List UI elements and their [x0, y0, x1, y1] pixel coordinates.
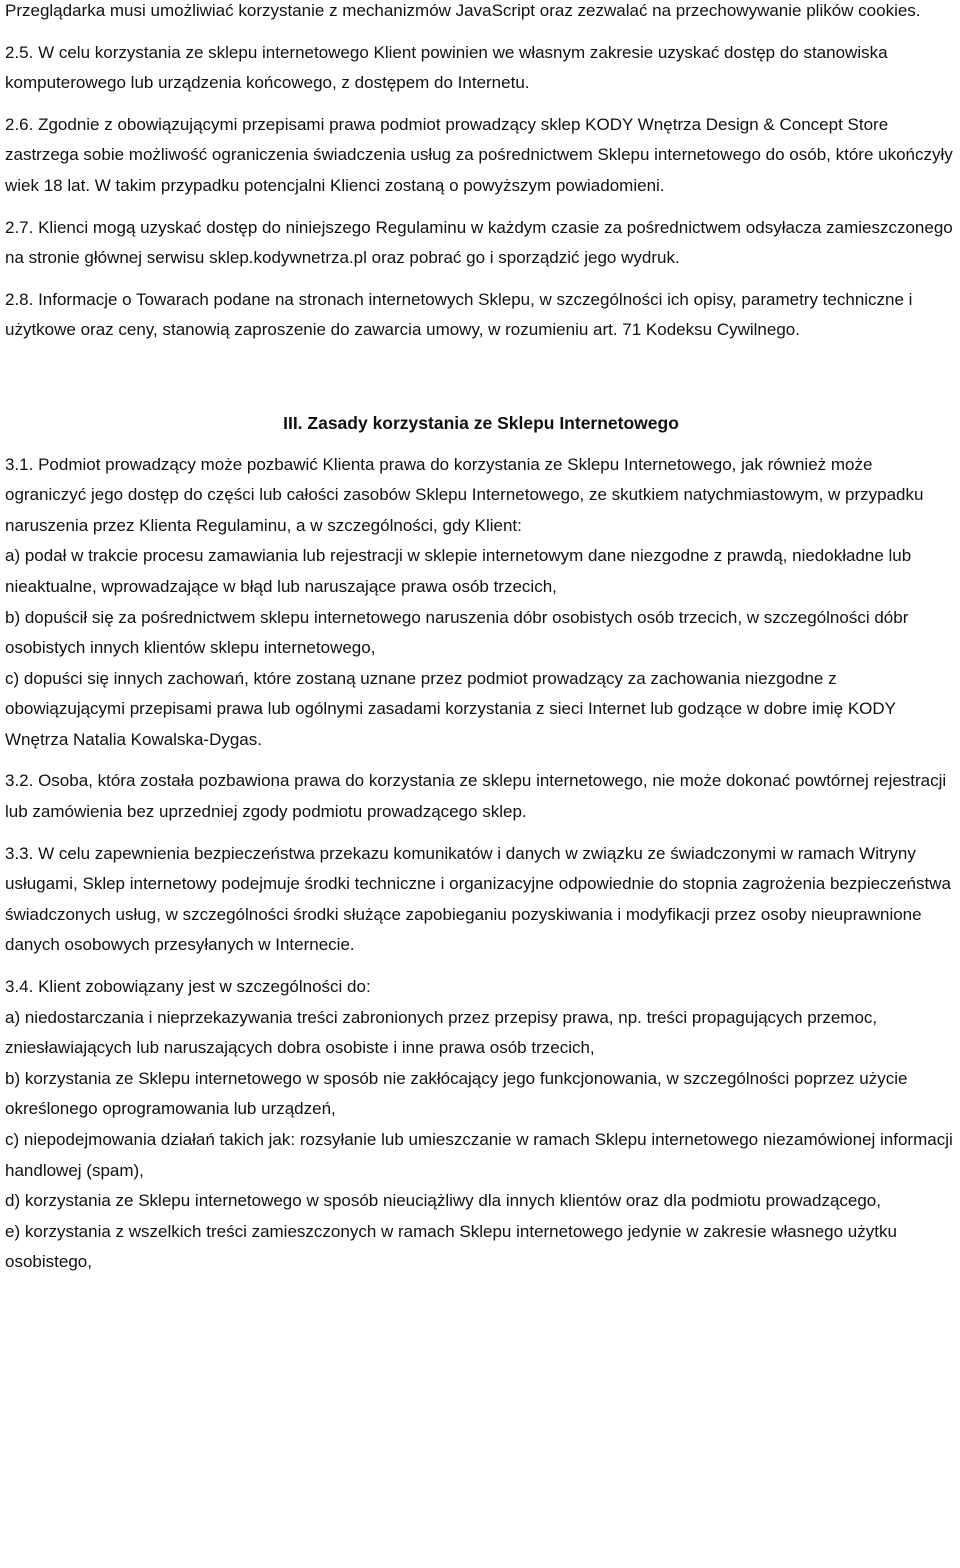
paragraph-3-4-e: e) korzystania z wszelkich treści zamieszczonych w ramach Sklepu internetowego jedynie w zakresie własnego użytku osobistego,: [5, 1221, 897, 1272]
document-page: [5, 0, 957, 1278]
paragraph-3-4-b: b) korzystania ze Sklepu internetowego w sposób nie zakłócający jego funkcjonowania, w szczególności poprzez użycie określonego oprogramowania lub urządzeń,: [5, 1068, 908, 1119]
paragraph-3-1-a: a) podał w trakcie procesu zamawiania lub rejestracji w sklepie internetowym dane niezgodne z prawdą, niedokładne lub nieaktualne, wprowadzające w błąd lub naruszające prawa osób trzecich,: [5, 546, 912, 596]
paragraph-browser-requirements: Przeglądarka musi umożliwiać korzystanie z mechanizmów JavaScript oraz zezwalać na przechowywanie plików cookies.: [5, 1, 921, 20]
paragraph-3-4-d: d) korzystania ze Sklepu internetowego w sposób nieuciążliwy dla innych klientów oraz dla podmiotu prowadzącego,: [5, 1191, 881, 1211]
paragraph-3-4: 3.4. Klient zobowiązany jest w szczególności do:: [5, 977, 371, 997]
paragraph-3-2: 3.2. Osoba, która została pozbawiona prawa do korzystania ze sklepu internetowego, nie może dokonać powtórnej rejestracji lub zamówienia bez uprzedniej zgody podmiotu prowadzącego sklep.: [5, 771, 947, 822]
section-heading-iii: III. Zasady korzystania ze Sklepu Internetowego: [283, 412, 679, 433]
paragraph-3-1-b: b) dopuścił się za pośrednictwem sklepu internetowego naruszenia dóbr osobistych osób trzecich, w szczególności dóbr osobistych innych klientów sklepu internetowego,: [5, 607, 909, 658]
paragraph-2-7: 2.7. Klienci mogą uzyskać dostęp do niniejszego Regulaminu w każdym czasie za pośrednictwem odsyłacza zamieszczonego na stronie głównej serwisu sklep.kodywnetrza.pl oraz pobrać go i sporządzić jego wydruk.: [5, 217, 953, 268]
paragraph-3-4-c: c) niepodejmowania działań takich jak: rozsyłanie lub umieszczanie w ramach Sklepu internetowego niezamówionej informacji handlowej (spam),: [5, 1130, 953, 1180]
paragraph-2-6: 2.6. Zgodnie z obowiązującymi przepisami prawa podmiot prowadzący sklep KODY Wnętrza Design & Concept Store zastrzega sobie możliwość ograniczenia świadczenia usług za pośrednictwem Sklepu internetowego do osób, które ukończyły wiek 18 lat. W takim przypadku potencjalni Klienci zostaną o powyższym powiadomieni.: [5, 114, 953, 195]
paragraph-3-1: 3.1. Podmiot prowadzący może pozbawić Klienta prawa do korzystania ze Sklepu Internetowego, jak również może ograniczyć jego dostęp do części lub całości zasobów Sklepu Internetowego, ze skutkiem natychmiastowym, w przypadku naruszenia przez Klienta Regulaminu, a w szczególności, gdy Klient:: [5, 454, 924, 535]
paragraph-2-5: 2.5. W celu korzystania ze sklepu internetowego Klient powinien we własnym zakresie uzyskać dostęp do stanowiska komputerowego lub urządzenia końcowego, z dostępem do Internetu.: [5, 42, 888, 93]
paragraph-3-3: 3.3. W celu zapewnienia bezpieczeństwa przekazu komunikatów i danych w związku ze świadczonymi w ramach Witryny usługami, Sklep internetowy podejmuje środki techniczne i organizacyjne odpowiednie do stopnia zagrożenia bezpieczeństwa świadczonych usług, w szczególności środki służące zapobieganiu pozyskiwania i modyfikacji przez osoby nieuprawnione danych osobowych przesyłanych w Internecie.: [5, 843, 951, 955]
paragraph-3-4-a: a) niedostarczania i nieprzekazywania treści zabronionych przez przepisy prawa, np. treści propagujących przemoc, zniesławiających lub naruszających dobra osobiste i inne prawa osób trzecich,: [5, 1007, 878, 1058]
paragraph-3-1-c: c) dopuści się innych zachowań, które zostaną uznane przez podmiot prowadzący za zachowania niezgodne z obowiązującymi przepisami prawa lub ogólnymi zasadami korzystania z sieci Internet lub godzące w dobre imię KODY Wnętrza Natalia Kowalska-Dygas.: [5, 668, 896, 749]
paragraph-2-8: 2.8. Informacje o Towarach podane na stronach internetowych Sklepu, w szczególności ich opisy, parametry techniczne i użytkowe oraz ceny, stanowią zaproszenie do zawarcia umowy, w rozumieniu art. 71 Kodeksu Cywilnego.: [5, 289, 913, 340]
